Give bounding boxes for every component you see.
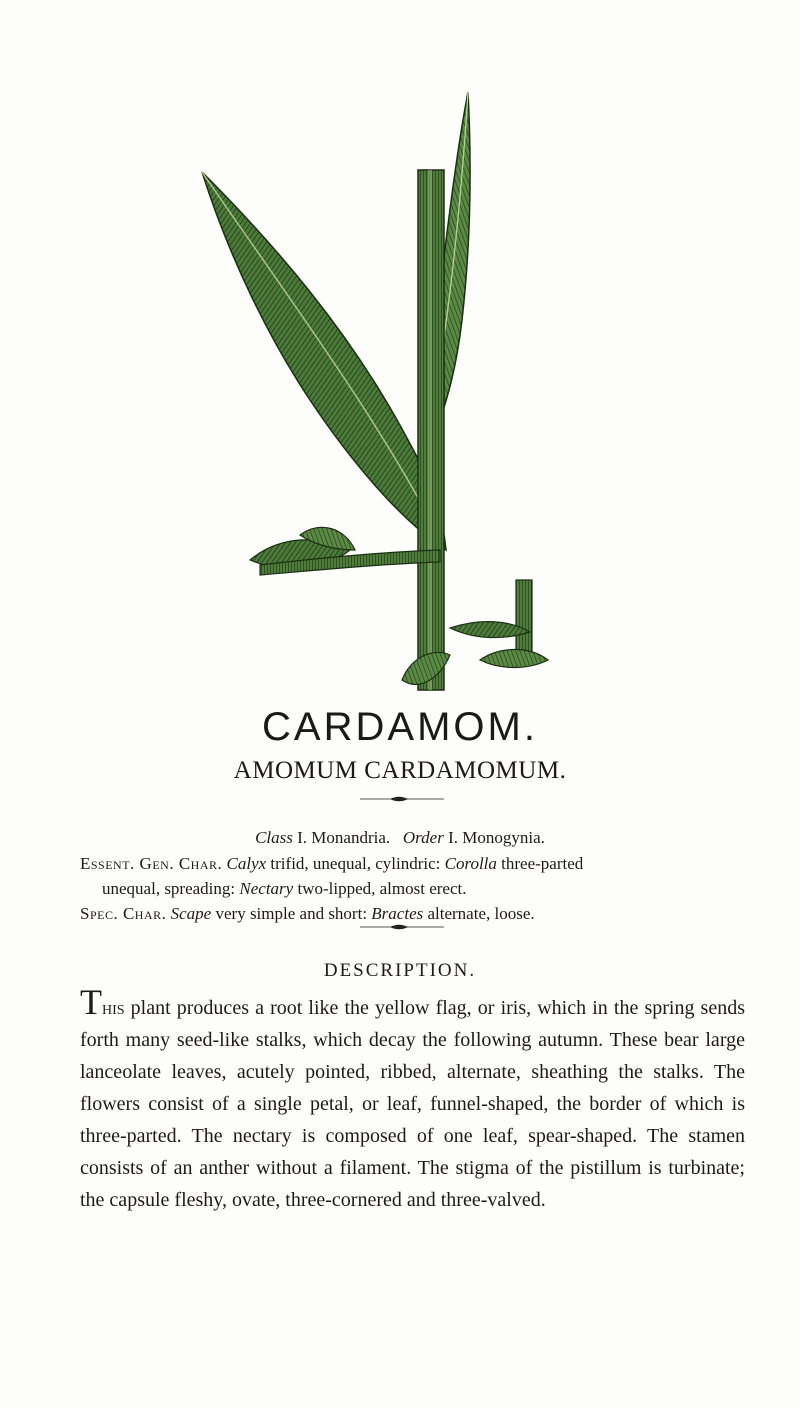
class-value: I. Monandria.	[297, 828, 391, 847]
gen-char-continuation	[80, 876, 760, 901]
scape-term: Scape	[170, 904, 212, 923]
bractes-text: alternate, loose.	[423, 904, 535, 923]
nectary-term: Nectary	[239, 879, 294, 898]
plant-latin-name: AMOMUM CARDAMOMUM.	[233, 757, 567, 784]
description-text: plant produces a root like the yellow flag, or iris, which in the spring sends forth many seed-like stalks, which decay the following autumn. These bear large lanceolate leaves, acutely pointed, ribbed, alternate, sheathing the stalks. The flowers consist of a single petal, or leaf, funnel-shaped, the border of which is three-parted. The nectary is composed of one leaf, spear-shaped. The stamen consists of an anther without a filament. The stigma of the pistillum is turbinate; the capsule fleshy, ovate, three-cornered and three-valved.	[80, 997, 745, 1211]
essential-generic-character	[80, 851, 760, 901]
plant-illustration	[150, 80, 610, 700]
plant-title: CARDAMOM.	[262, 705, 538, 749]
ornamental-rule-icon	[360, 796, 444, 802]
bractes-term: Bractes	[371, 904, 424, 923]
order-label: Order	[402, 828, 444, 847]
calyx-text: trifid, unequal, cylindric:	[266, 854, 445, 873]
left-leaf	[202, 172, 446, 550]
ornamental-rule-icon	[360, 924, 444, 930]
calyx-term: Calyx	[226, 854, 267, 873]
nectary-text: two-lipped, almost erect.	[293, 879, 467, 898]
gen-char-label: Essent. Gen. Char.	[80, 854, 223, 873]
lead-word: his	[102, 997, 125, 1019]
corolla-term: Corolla	[444, 854, 497, 873]
description-heading: DESCRIPTION.	[323, 960, 477, 981]
continuation-text: unequal, spreading:	[102, 879, 240, 898]
order-value: I. Monogynia.	[448, 828, 545, 847]
description-body	[80, 982, 745, 1216]
class-label: Class	[255, 828, 293, 847]
corolla-text: three-parted	[496, 854, 584, 873]
scape-text: very simple and short:	[211, 904, 372, 923]
drop-cap: T	[80, 982, 102, 1022]
specific-character	[80, 901, 760, 926]
spec-char-label: Spec. Char.	[80, 904, 167, 923]
classification-line	[0, 828, 800, 848]
